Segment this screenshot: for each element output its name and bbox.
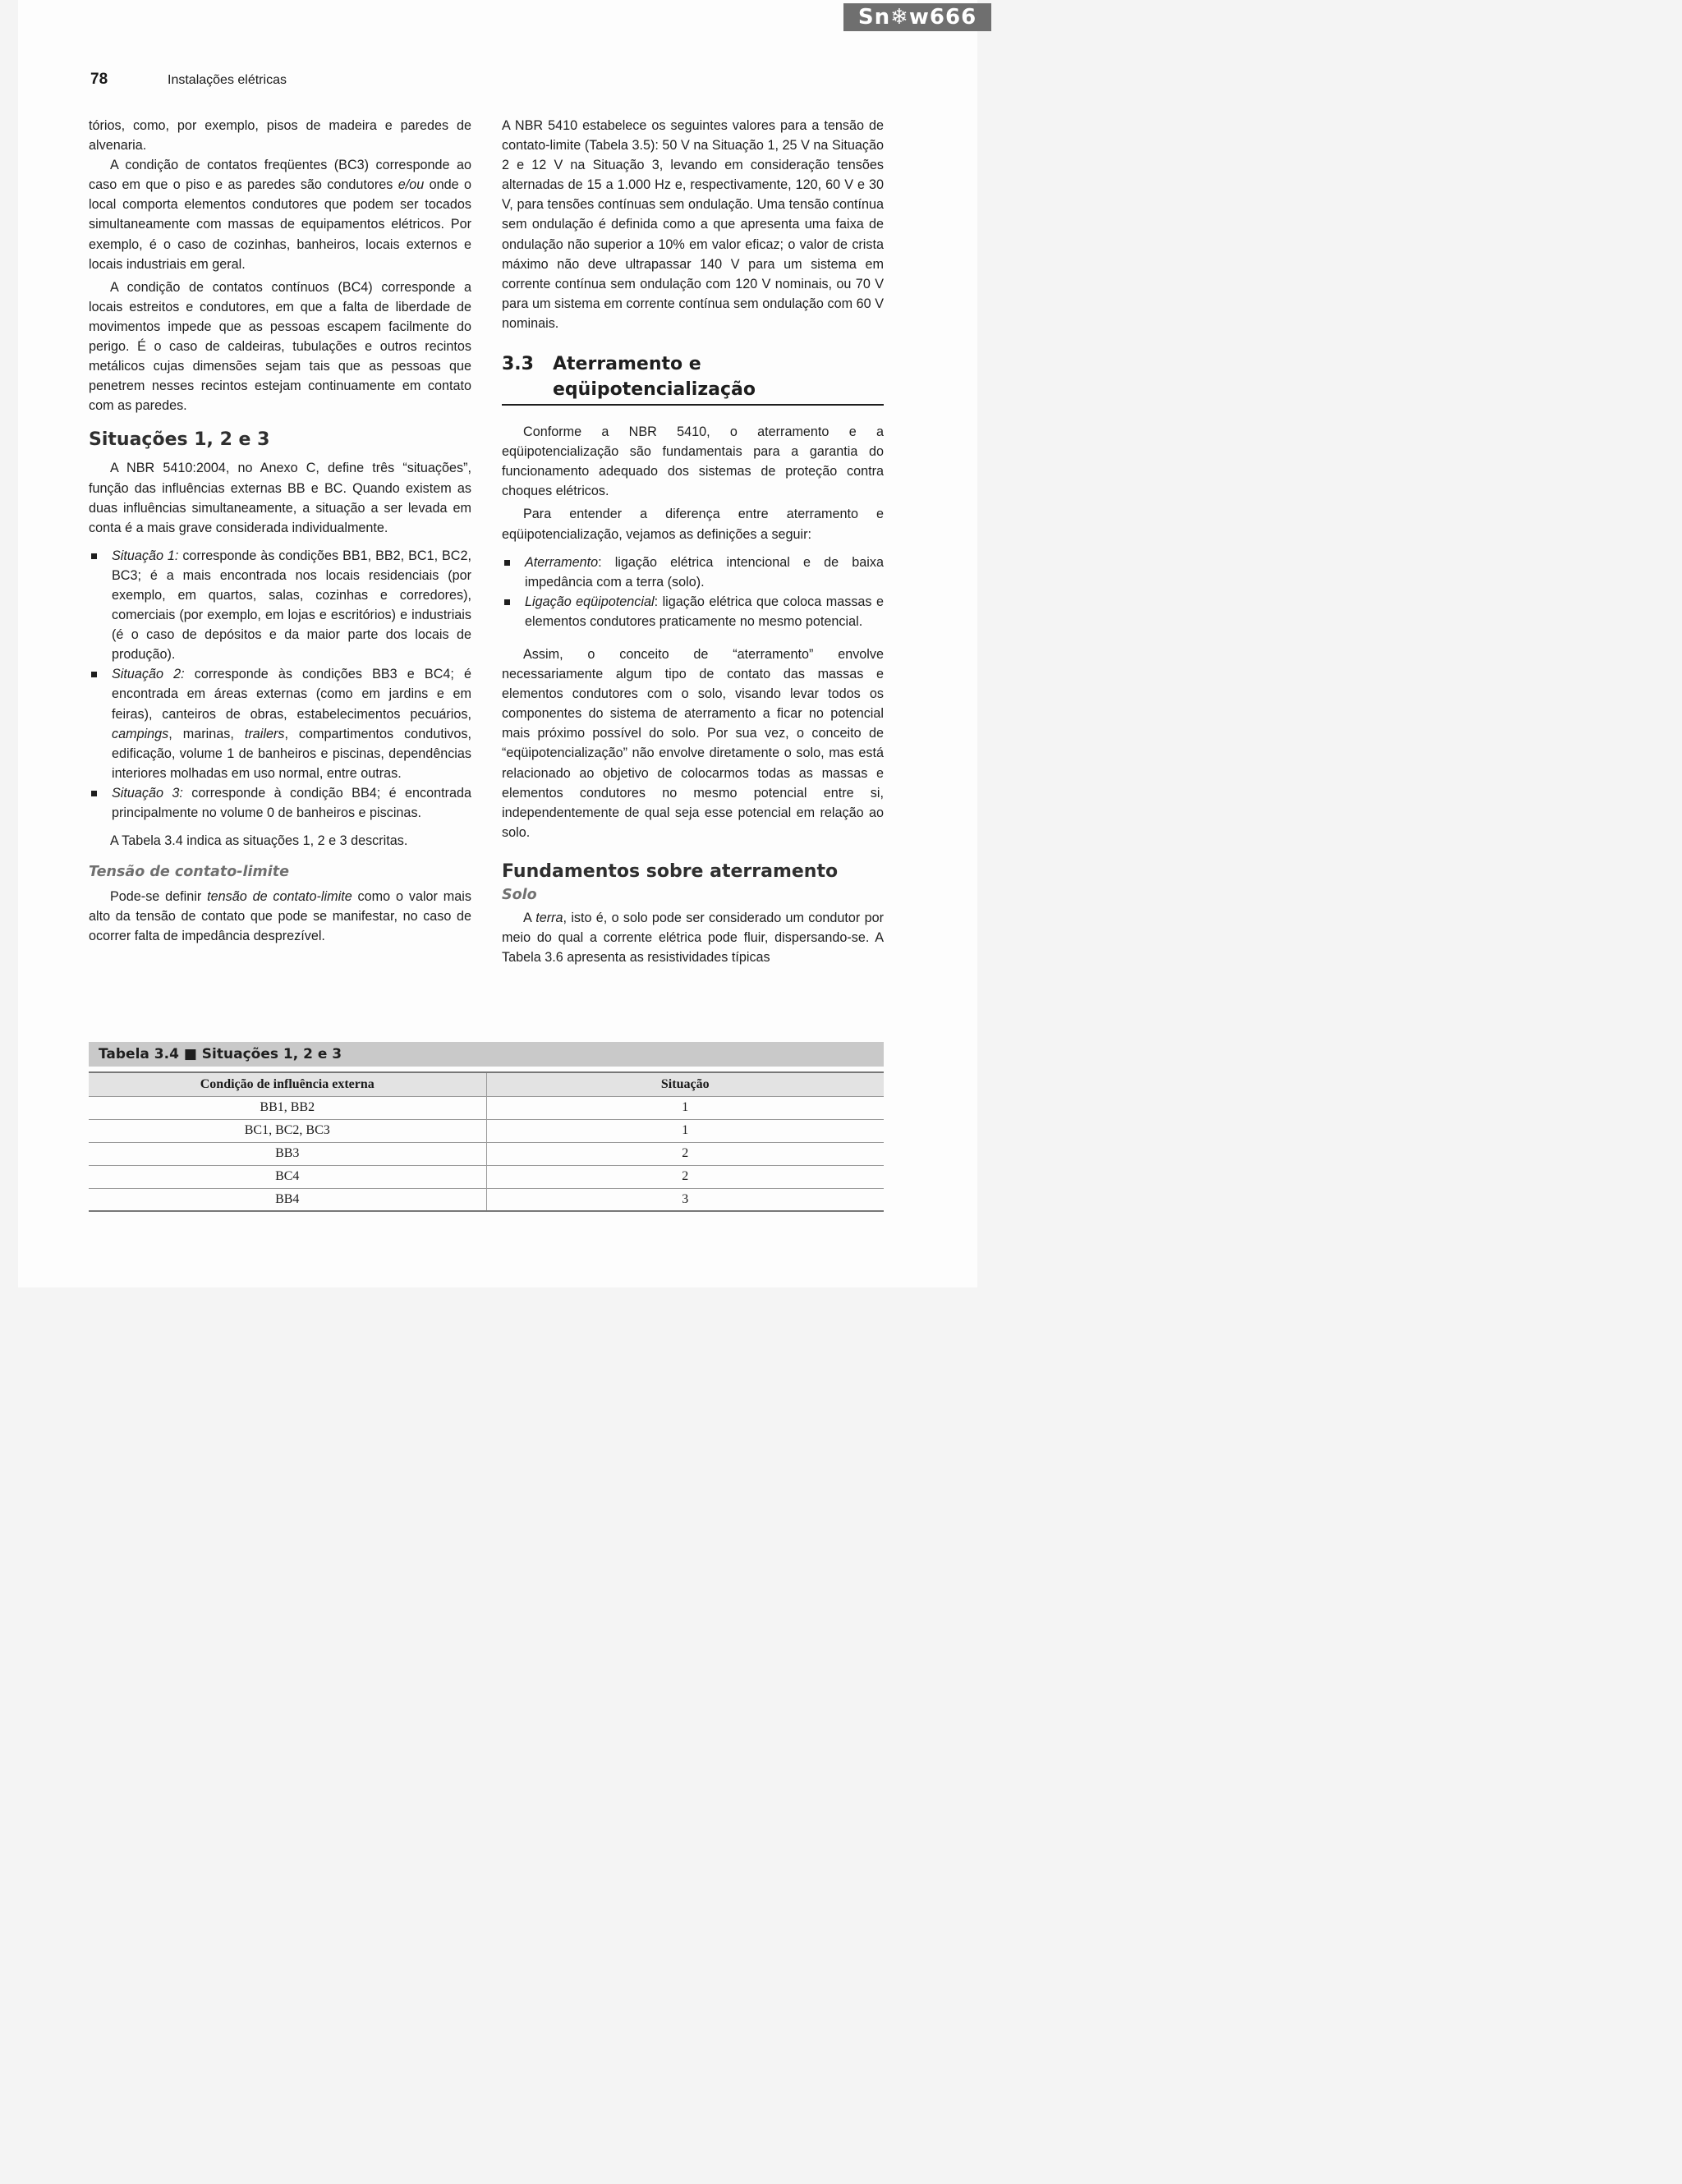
bullet-square-icon <box>91 672 97 677</box>
paragraph: A Tabela 3.4 indica as situações 1, 2 e 3 descritas. <box>110 833 408 849</box>
section-number: 3.3 <box>502 354 534 375</box>
paragraph: Assim, o conceito de “aterramento” envolve necessariamente algum tipo de contato das massas e elementos condutores com o solo, visando levar todos os componentes do sistema de aterramento a ficar no potencial mais próximo possível do solo. Por sua vez, o conceito de “eqüipotencialização” não envolve diretamente o solo, mas está relacionado ao objetivo de colocarmos todas as massas e elementos condutores no mesmo potencial entre si, independentemente de qual seja esse potencial em relação ao solo. <box>502 646 884 840</box>
table-header-row <box>89 1072 884 1096</box>
table-cell: 1 <box>486 1119 884 1142</box>
table-cell: BB4 <box>89 1188 486 1211</box>
table-row <box>89 1188 884 1211</box>
list-item: Situação 1: corresponde às condições BB1, BB2, BC1, BC2, BC3; é a mais encontrada nos locais residenciais (por exemplo, em quartos, salas, cozinhas e corredores), comerciais (por exemplo, em lojas e escritórios) e industriais (é o caso de depósitos e da maior parte dos locais de produção). <box>89 546 471 665</box>
table-row <box>89 1096 884 1119</box>
paragraph: Pode-se definir tensão de contato-limite como o valor mais alto da tensão de contato que pode se manifestar, no caso de ocorrer falta de impedância desprezível. <box>89 889 471 944</box>
bullet-list <box>89 546 471 823</box>
paragraph: Conforme a NBR 5410, o aterramento e a eqüipotencialização são fundamentais para a garantia do funcionamento adequado dos sistemas de proteção contra choques elétricos. <box>502 424 884 499</box>
paragraph: Para entender a diferença entre aterramento e eqüipotencialização, vejamos as definições a seguir: <box>502 507 884 542</box>
section-heading: Fundamentos sobre aterramento <box>502 860 839 882</box>
table-cell: 2 <box>486 1165 884 1188</box>
section-heading: Situações 1, 2 e 3 <box>89 429 270 451</box>
watermark-logo: Sn❄w666 <box>843 3 991 31</box>
table-3-4 <box>89 1042 884 1212</box>
column-header: Condição de influência externa <box>89 1072 486 1096</box>
table-cell: 2 <box>486 1142 884 1165</box>
paragraph: A terra, isto é, o solo pode ser considerado um condutor por meio do qual a corrente elétrica pode fluir, dispersando-se. A Tabela 3.6 apresenta as resistividades típicas <box>502 910 884 966</box>
table-caption: Tabela 3.4 ■ Situações 1, 2 e 3 <box>89 1042 884 1067</box>
bullet-square-icon <box>504 560 510 566</box>
list-item: Situação 2: corresponde às condições BB3 e BC4; é encontrada em áreas externas (como em jardins e em feiras), canteiros de obras, estabelecimentos pecuários, campings, marinas, trailers, compartimentos condutivos, edificação, volume 1 de banheiros e piscinas, dependências interiores molhadas em uso normal, entre outras. <box>89 664 471 783</box>
list-item: Aterramento: ligação elétrica intencional e de baixa impedância com a terra (solo). <box>502 553 884 592</box>
bullet-square-icon <box>504 599 510 605</box>
table-cell: BB3 <box>89 1142 486 1165</box>
list-item: Situação 3: corresponde à condição BB4; é encontrada principalmente no volume 0 de banheiros e piscinas. <box>89 783 471 823</box>
chapter-section-heading <box>502 351 884 406</box>
paragraph: tórios, como, por exemplo, pisos de madeira e paredes de alvenaria. <box>89 118 471 154</box>
table-cell: BC4 <box>89 1165 486 1188</box>
table-row <box>89 1165 884 1188</box>
column-header: Situação <box>486 1072 884 1096</box>
list-item: Ligação eqüipotencial: ligação elétrica que coloca massas e elementos condutores praticamente no mesmo potencial. <box>502 592 884 631</box>
bullet-square-icon <box>91 791 97 796</box>
table-cell: 1 <box>486 1096 884 1119</box>
table-cell: 3 <box>486 1188 884 1211</box>
bullet-square-icon <box>91 553 97 559</box>
right-column <box>502 116 884 967</box>
table-cell: BC1, BC2, BC3 <box>89 1119 486 1142</box>
table-row <box>89 1119 884 1142</box>
page-number: 78 <box>90 71 108 88</box>
paragraph: A NBR 5410:2004, no Anexo C, define três “situações”, função das influências externas BB e BC. Quando existem as duas influências simultaneamente, a situação a ser levada em conta é a mais grave considerada individualmente. <box>89 461 471 535</box>
paragraph: A NBR 5410 estabelece os seguintes valores para a tensão de contato-limite (Tabela 3.5): 50 V na Situação 1, 25 V na Situação 2 e 12 V na Situação 3, levando em consideração tensões alternadas de 15 a 1.000 Hz e, respectivamente, 120, 60 V e 30 V, para tensões contínuas sem ondulação. Uma tensão contínua sem ondulação é definida como a que apresenta uma faixa de ondulação não superior a 10% em valor eficaz; o valor de crista máximo não deve ultrapassar 140 V para um sistema em corrente contínua sem ondulação com 120 V nominais, ou 70 V para um sistema em corrente contínua sem ondulação com 60 V nominais. <box>502 118 884 331</box>
subsection-heading: Tensão de contato-limite <box>89 864 289 881</box>
left-column <box>89 116 471 946</box>
situations-table <box>89 1071 884 1212</box>
running-title: Instalações elétricas <box>168 73 287 87</box>
subsection-heading: Solo <box>502 886 537 903</box>
section-title: Aterramento e eqüipotencialização <box>553 354 756 401</box>
paragraph: A condição de contatos contínuos (BC4) corresponde a locais estreitos e condutores, em que a falta de liberdade de movimentos impede que as pessoas escapem facilmente do perigo. É o caso de caldeiras, tubulações e outros recintos metálicos cujas dimensões sejam tais que as pessoas que penetrem nesses recintos estejam continuamente em contato com as paredes. <box>89 279 471 414</box>
paragraph: A condição de contatos freqüentes (BC3) corresponde ao caso em que o piso e as paredes são condutores e/ou onde o local comporta elementos condutores que podem ser tocados simultaneamente com massas de equipamentos elétricos. Por exemplo, é o caso de cozinhas, banheiros, locais externos e locais industriais em geral. <box>89 158 471 272</box>
bullet-list <box>502 553 884 631</box>
table-cell: BB1, BB2 <box>89 1096 486 1119</box>
table-row <box>89 1142 884 1165</box>
